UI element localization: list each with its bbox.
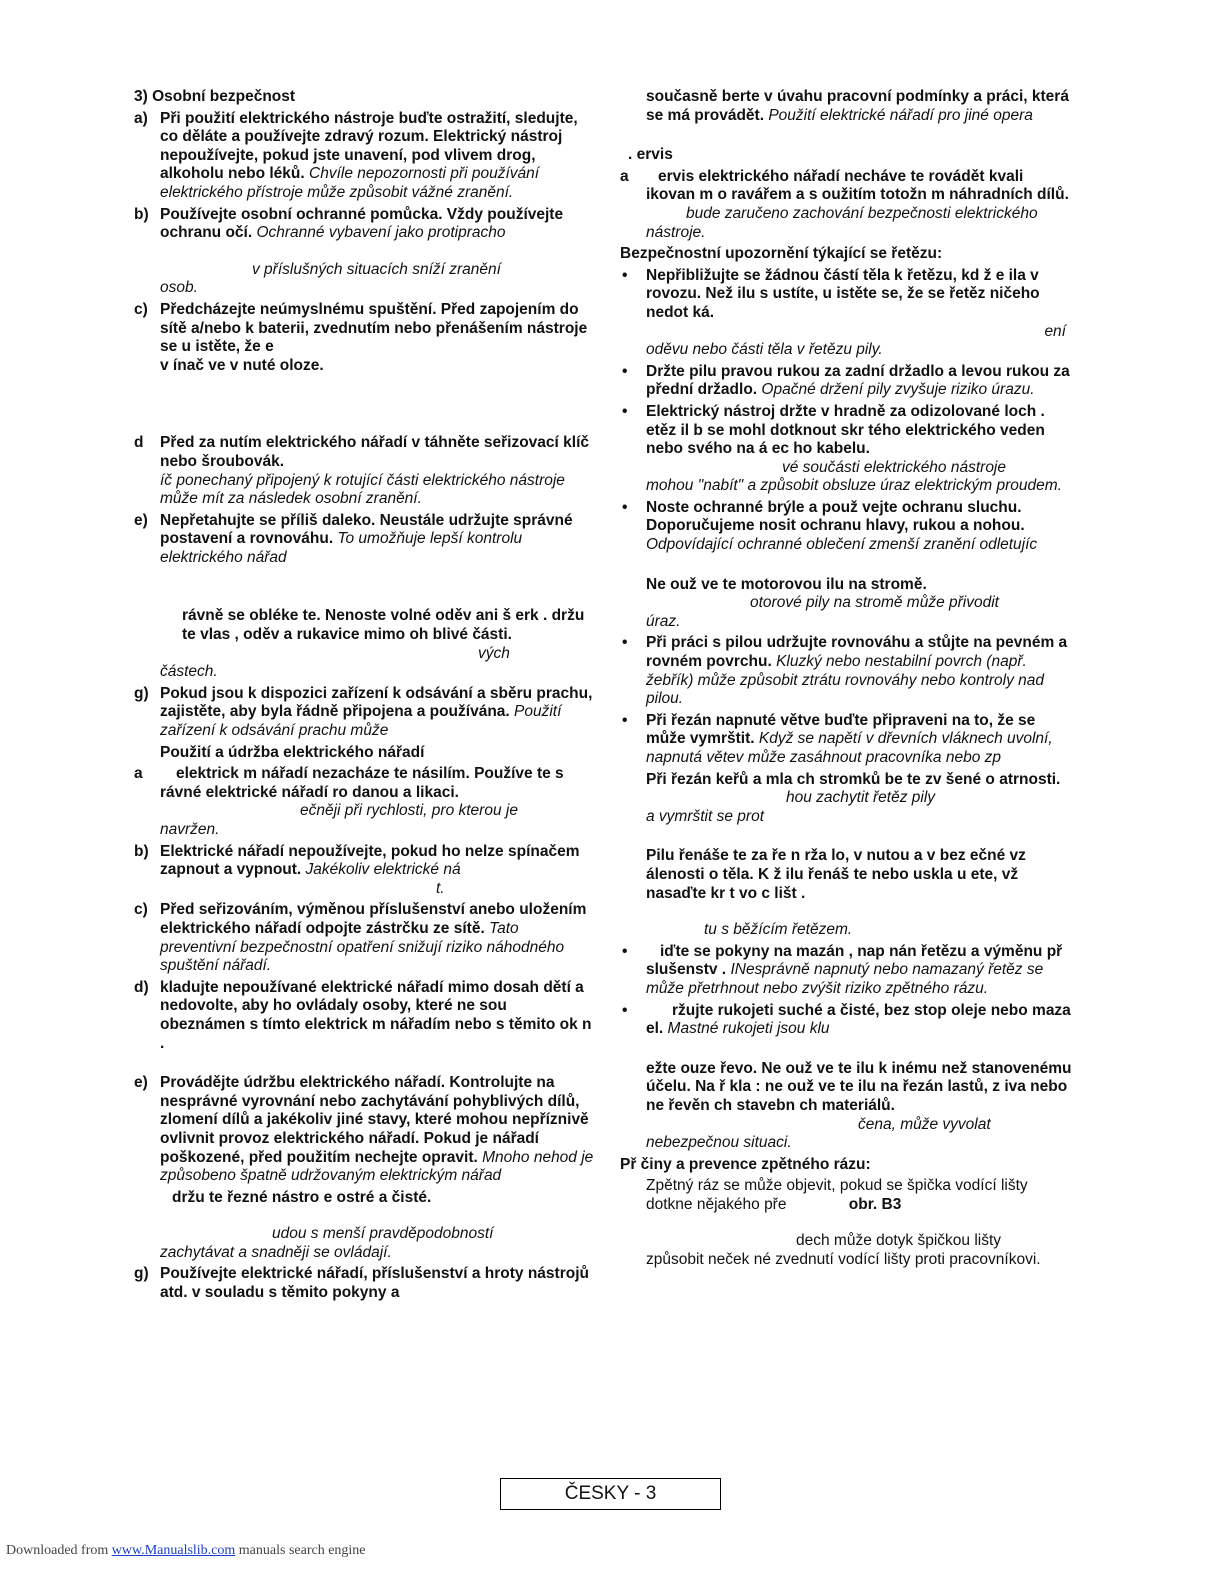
item-3f	[134, 607, 596, 681]
explanation-text: vých	[478, 644, 510, 662]
instruction-text: Používejte osobní ochranné pomůcka. Vždy používejte ochranu očí.	[160, 205, 564, 242]
chain-bullet-5	[620, 576, 1076, 632]
bullet-icon: •	[622, 711, 628, 729]
item-3d	[134, 434, 596, 508]
figure-reference: obr. B3	[848, 1195, 902, 1213]
chain-bullet-1	[620, 267, 1076, 360]
instruction-text: Předcházejte neúmyslnému spuštění. Před zapojením do sítě a/nebo k baterii, zvednutím nebo přenášením nástroje se u istěte, že e	[160, 300, 588, 356]
kickback-paragraph: dech může dotyk špičkou lišty	[796, 1232, 1002, 1250]
item-marker: d	[134, 434, 144, 452]
section-5-title: . ervis	[628, 146, 673, 164]
explanation-text: nebezpečnou situaci.	[646, 1134, 792, 1152]
explanation-text: Tato preventivní bezpečnostní opatření snižují riziko náhodného spuštění nářadí.	[160, 919, 565, 975]
item-marker: e)	[134, 511, 148, 529]
explanation-text: čena, může vyvolat	[858, 1115, 991, 1133]
item-marker: a	[620, 167, 629, 185]
explanation-text: To umožňuje lepší kontrolu elektrického nářad	[160, 530, 523, 566]
item-3g	[134, 685, 596, 741]
kickback-text	[620, 1177, 1076, 1269]
download-suffix: manuals search engine	[238, 1543, 366, 1558]
chain-bullet-6	[620, 634, 1076, 708]
manualslib-link[interactable]: www.Manualslib.com	[111, 1543, 236, 1558]
explanation-text: navržen.	[160, 821, 220, 838]
right-column	[620, 88, 1076, 1273]
instruction-text: Při řezán napnuté větve buďte připraveni na to, že se může vymrštit.	[646, 711, 1036, 748]
section-4-title: Použití a údržba elektrického nářadí	[160, 743, 425, 761]
download-prefix: Downloaded from	[6, 1543, 109, 1558]
explanation-text: íč ponechaný připojený k rotující části elektrického nástroje může mít za následek osobní zranění.	[160, 471, 565, 508]
item-marker: a	[134, 765, 143, 783]
instruction-text: Nepřibližujte se žádnou částí těla k řetězu, kd ž e ila v rovozu. Než ilu s ustíte, u istěte se, že se řetěz ničeho nedot ká.	[646, 266, 1040, 321]
item-marker: b)	[134, 205, 149, 223]
item-4d	[134, 979, 596, 1071]
item-marker: g)	[134, 684, 149, 702]
instruction-text: elektrick m nářadí nezacházе te násilím. Používe te s rávné elektrické nářadí ro danou a likaci.	[160, 765, 564, 801]
explanation-text: částech.	[160, 663, 218, 681]
instruction-text: Ne ouž ve te motorovou ilu na stromě.	[646, 575, 927, 593]
page-number-box: ČESKY - 3	[500, 1478, 721, 1510]
instruction-text: Elektrický nástroj držte v hradně za odizolované loch . etěz il b se mohl dotknout skr tého elektrického veden nebo svého na á ec ho kabelu.	[646, 402, 1045, 458]
explanation-text: vé součásti elektrického nástroje	[782, 458, 1007, 476]
item-3e	[134, 512, 596, 605]
chain-bullet-7	[620, 712, 1076, 768]
explanation-text: Mnoho nehod je způsobeno špatně udržovaným elektrickým nářad	[160, 1148, 594, 1185]
instruction-text: ržujte rukojeti suché a čisté, bez stop oleje nebo maza el.	[646, 1001, 1071, 1038]
instruction-text: držu te řezné nástro e ostré a čisté.	[172, 1188, 432, 1206]
explanation-text: udou s menší pravděpodobností	[272, 1225, 494, 1243]
instruction-text: Elektrické nářadí nepoužívejte, pokud ho nelze spínačem zapnout a vypnout.	[160, 842, 580, 879]
instruction-text: ervis elektrického nářadí nechávе te rovádět kvali ikovan m o ravářem a s oužitím totožn m náhradních dílů.	[646, 167, 1069, 204]
instruction-text: ežte ouze řevo. Ne ouž ve te ilu k inému než stanovenému účelu. Na ř kla : ne ouž ve te ilu na řezán lastů, z iva nebo ne řevěn ch stavebn ch materiálů.	[646, 1059, 1072, 1114]
instruction-text: Provádějte údržbu elektrického nářadí. Kontrolujte na nesprávné vyrovnání nebo zachytávání pohyblivých dílů, zlomení dílů a jakékoliv jiné stavy, které mohou nepříznivě ovlivnit provoz elektrického nářadí. Pokud je nářadí poškozené, před použitím nechejte opravit.	[160, 1074, 589, 1166]
instruction-text: kladujte nepoužívané elektrické nářadí mimo dosah dětí a nedovolte, aby ho ovládaly osoby, které ne sou obeznámen s tímto elektrick m nářadím nebo s těmito ok n .	[160, 978, 592, 1052]
bullet-icon: •	[622, 634, 628, 652]
instruction-text: Při použití elektrického nástroje buďte ostražití, sledujte, co děláte a používejte zdravý rozum. Elektrický nástroj nepoužívejte, pokud jste unavení, pod vlivem drog, alkoholu nebo léků.	[160, 109, 578, 183]
explanation-text: ení	[1044, 322, 1066, 340]
item-marker: b)	[134, 842, 149, 860]
item-marker: d)	[134, 978, 149, 996]
explanation-text: zachytávat a snadněji se ovládají.	[160, 1243, 392, 1261]
explanation-text: Odpovídající ochranné oblečení zmenší zranění odletujíc	[646, 536, 1038, 554]
instruction-text: Při řezán keřů a mla ch stromků be te zv šené o atrnosti.	[646, 770, 1061, 788]
instruction-text: Držte pilu pravou rukou za zadní držadlo a levou rukou za přední držadlo.	[646, 362, 1070, 399]
item-marker: c)	[134, 300, 148, 318]
explanation-text: hou zachytit řetěz pily	[786, 789, 936, 807]
instruction-text: Při práci s pilou udržujte rovnováhu a stůjte na pevném a rovném povrchu.	[646, 634, 1068, 671]
explanation-text: mohou "nabít" a způsobit obsluze úraz elektrickým proudem.	[646, 477, 1062, 495]
kickback-heading: Př činy a prevence zpětného rázu:	[620, 1155, 871, 1173]
explanation-text: osob.	[160, 279, 198, 297]
explanation-text: Ochranné vybavení jako protipracho	[256, 224, 506, 242]
bullet-icon: •	[622, 942, 628, 960]
chain-bullet-11	[620, 1002, 1076, 1057]
instruction-text: Pokud jsou k dispozici zařízení k odsávání a sběru prachu, zajistěte, aby byla řádně připojena a používána.	[160, 684, 593, 721]
chain-bullet-12	[620, 1060, 1076, 1153]
explanation-text: Opačné držení pily zvyšuje riziko úrazu.	[761, 381, 1035, 399]
chain-bullet-9	[620, 847, 1076, 939]
item-4e	[134, 1074, 596, 1186]
item-marker: c)	[134, 901, 148, 919]
chain-bullet-4	[620, 499, 1076, 573]
bullet-icon: •	[622, 498, 628, 516]
bullet-icon: •	[622, 1001, 628, 1019]
instruction-text: Před seřizováním, výměnou příslušenství anebo uložením elektrického nářadí odpojte zástrčku ze sítě.	[160, 901, 587, 937]
item-marker: g)	[134, 1265, 149, 1283]
explanation-text: Použití elektrické nářadí pro jiné opera	[768, 106, 1033, 124]
instruction-text: Před za nutím elektrického nářadí v táhněte seřizovací klíč nebo šroubovák.	[160, 434, 590, 470]
chain-bullet-10	[620, 943, 1076, 999]
explanation-text: a vymrštit se prot	[646, 807, 764, 825]
item-3a	[134, 110, 596, 203]
explanation-text: ečněji při rychlosti, pro kterou je	[300, 802, 518, 820]
explanation-text: otorové pily na stromě může přivodit	[750, 594, 999, 612]
item-5a	[620, 168, 1076, 242]
explanation-text: Kluzký nebo nestabilní povrch (např. žebřík) může způsobit ztrátu rovnováhy nebo kontroly nad pilou.	[646, 653, 1045, 708]
instruction-text: Pilu řenáše te za ře n rža lo, v nutou a v bez ečné vz álenosti o těla. K ž ilu řenáš te nebo uskla u ete, vž nasaďte kr t vo c lišt .	[646, 847, 1026, 902]
explanation-text: Chvíle nepozornosti při používání elektrického přístroje může způsobit vážné zranění.	[160, 165, 540, 201]
kickback-paragraph: způsobit neček né zvednutí vodící lišty proti pracovníkovi.	[646, 1251, 1041, 1269]
section-3-title: 3) Osobní bezpečnost	[134, 88, 296, 105]
explanation-text: tu s běžícím řetězem.	[704, 921, 853, 939]
explanation-text: bude zaručeno zachování bezpečnosti elektrického nástroje.	[646, 204, 1038, 241]
item-4c	[134, 901, 596, 975]
item-marker: e)	[134, 1074, 148, 1092]
kickback-paragraph: Zpětný ráz se může objevit, pokud se špička vodící lišty dotkne nějakého pře	[646, 1177, 1028, 1213]
instruction-text: Noste ochranné brýle a použ vejte ochranu sluchu. Doporučujeme nosit ochranu hlavy, rukou a nohou.	[646, 498, 1025, 535]
download-footer	[6, 1543, 366, 1559]
item-marker: a)	[134, 109, 148, 127]
bullet-icon: •	[622, 266, 628, 284]
explanation-text: t.	[436, 879, 445, 897]
explanation-text: oděvu nebo části těla v řetězu pily.	[646, 341, 883, 359]
item-3b	[134, 206, 596, 298]
bullet-icon: •	[622, 402, 628, 420]
explanation-text: úraz.	[646, 612, 681, 630]
item-4g	[134, 1265, 596, 1302]
chain-bullet-2	[620, 363, 1076, 400]
explanation-text: Jakékoliv elektrické ná	[305, 861, 461, 879]
bullet-icon: •	[622, 362, 628, 380]
instruction-text: v ínač ve v nuté oloze.	[160, 356, 324, 374]
instruction-text: Nepřetahujte se příliš daleko. Neustále udržujte správné postavení a rovnováhu.	[160, 511, 573, 548]
explanation-text: Když se napětí v dřevních vláknech uvolní, napnutá větev může zasáhnout pracovníka nebo zp	[646, 730, 1053, 766]
item-4a	[134, 765, 596, 839]
instruction-text: rávně se obléke te. Nenoste volné oděv ani š erk . držu te vlas , oděv a rukavice mimo oh blivé části.	[182, 607, 585, 644]
instruction-text: Používejte elektrické nářadí, příslušenství a hroty nástrojů atd. v souladu s těmito pokyny a	[160, 1265, 589, 1302]
item-3c	[134, 301, 596, 431]
explanation-text: Použití zařízení k odsávání prachu může	[160, 703, 562, 740]
left-column	[134, 88, 596, 1306]
explanation-text: Mastné rukojeti jsou klu	[667, 1020, 830, 1038]
explanation-text: v příslušných situacích sníží zranění	[252, 260, 501, 278]
item-4f	[134, 1189, 596, 1263]
instruction-text: současně berte v úvahu pracovní podmínky a práci, která se má provádět.	[646, 88, 1069, 124]
explanation-text: INesprávně napnutý nebo namazaný řetěz se může přetrhnout nebo zvýšit riziko zpětného rázu.	[646, 961, 1044, 997]
chain-bullet-8	[620, 771, 1076, 845]
chain-safety-heading: Bezpečnostní upozornění týkající se řetězu:	[620, 245, 943, 263]
item-4g-continued	[620, 88, 1076, 125]
chain-bullet-3	[620, 403, 1076, 496]
instruction-text: iďte se pokyny na mazán , nap nán řetězu a výměnu př slušenstv .	[646, 942, 1063, 979]
item-4b	[134, 843, 596, 899]
